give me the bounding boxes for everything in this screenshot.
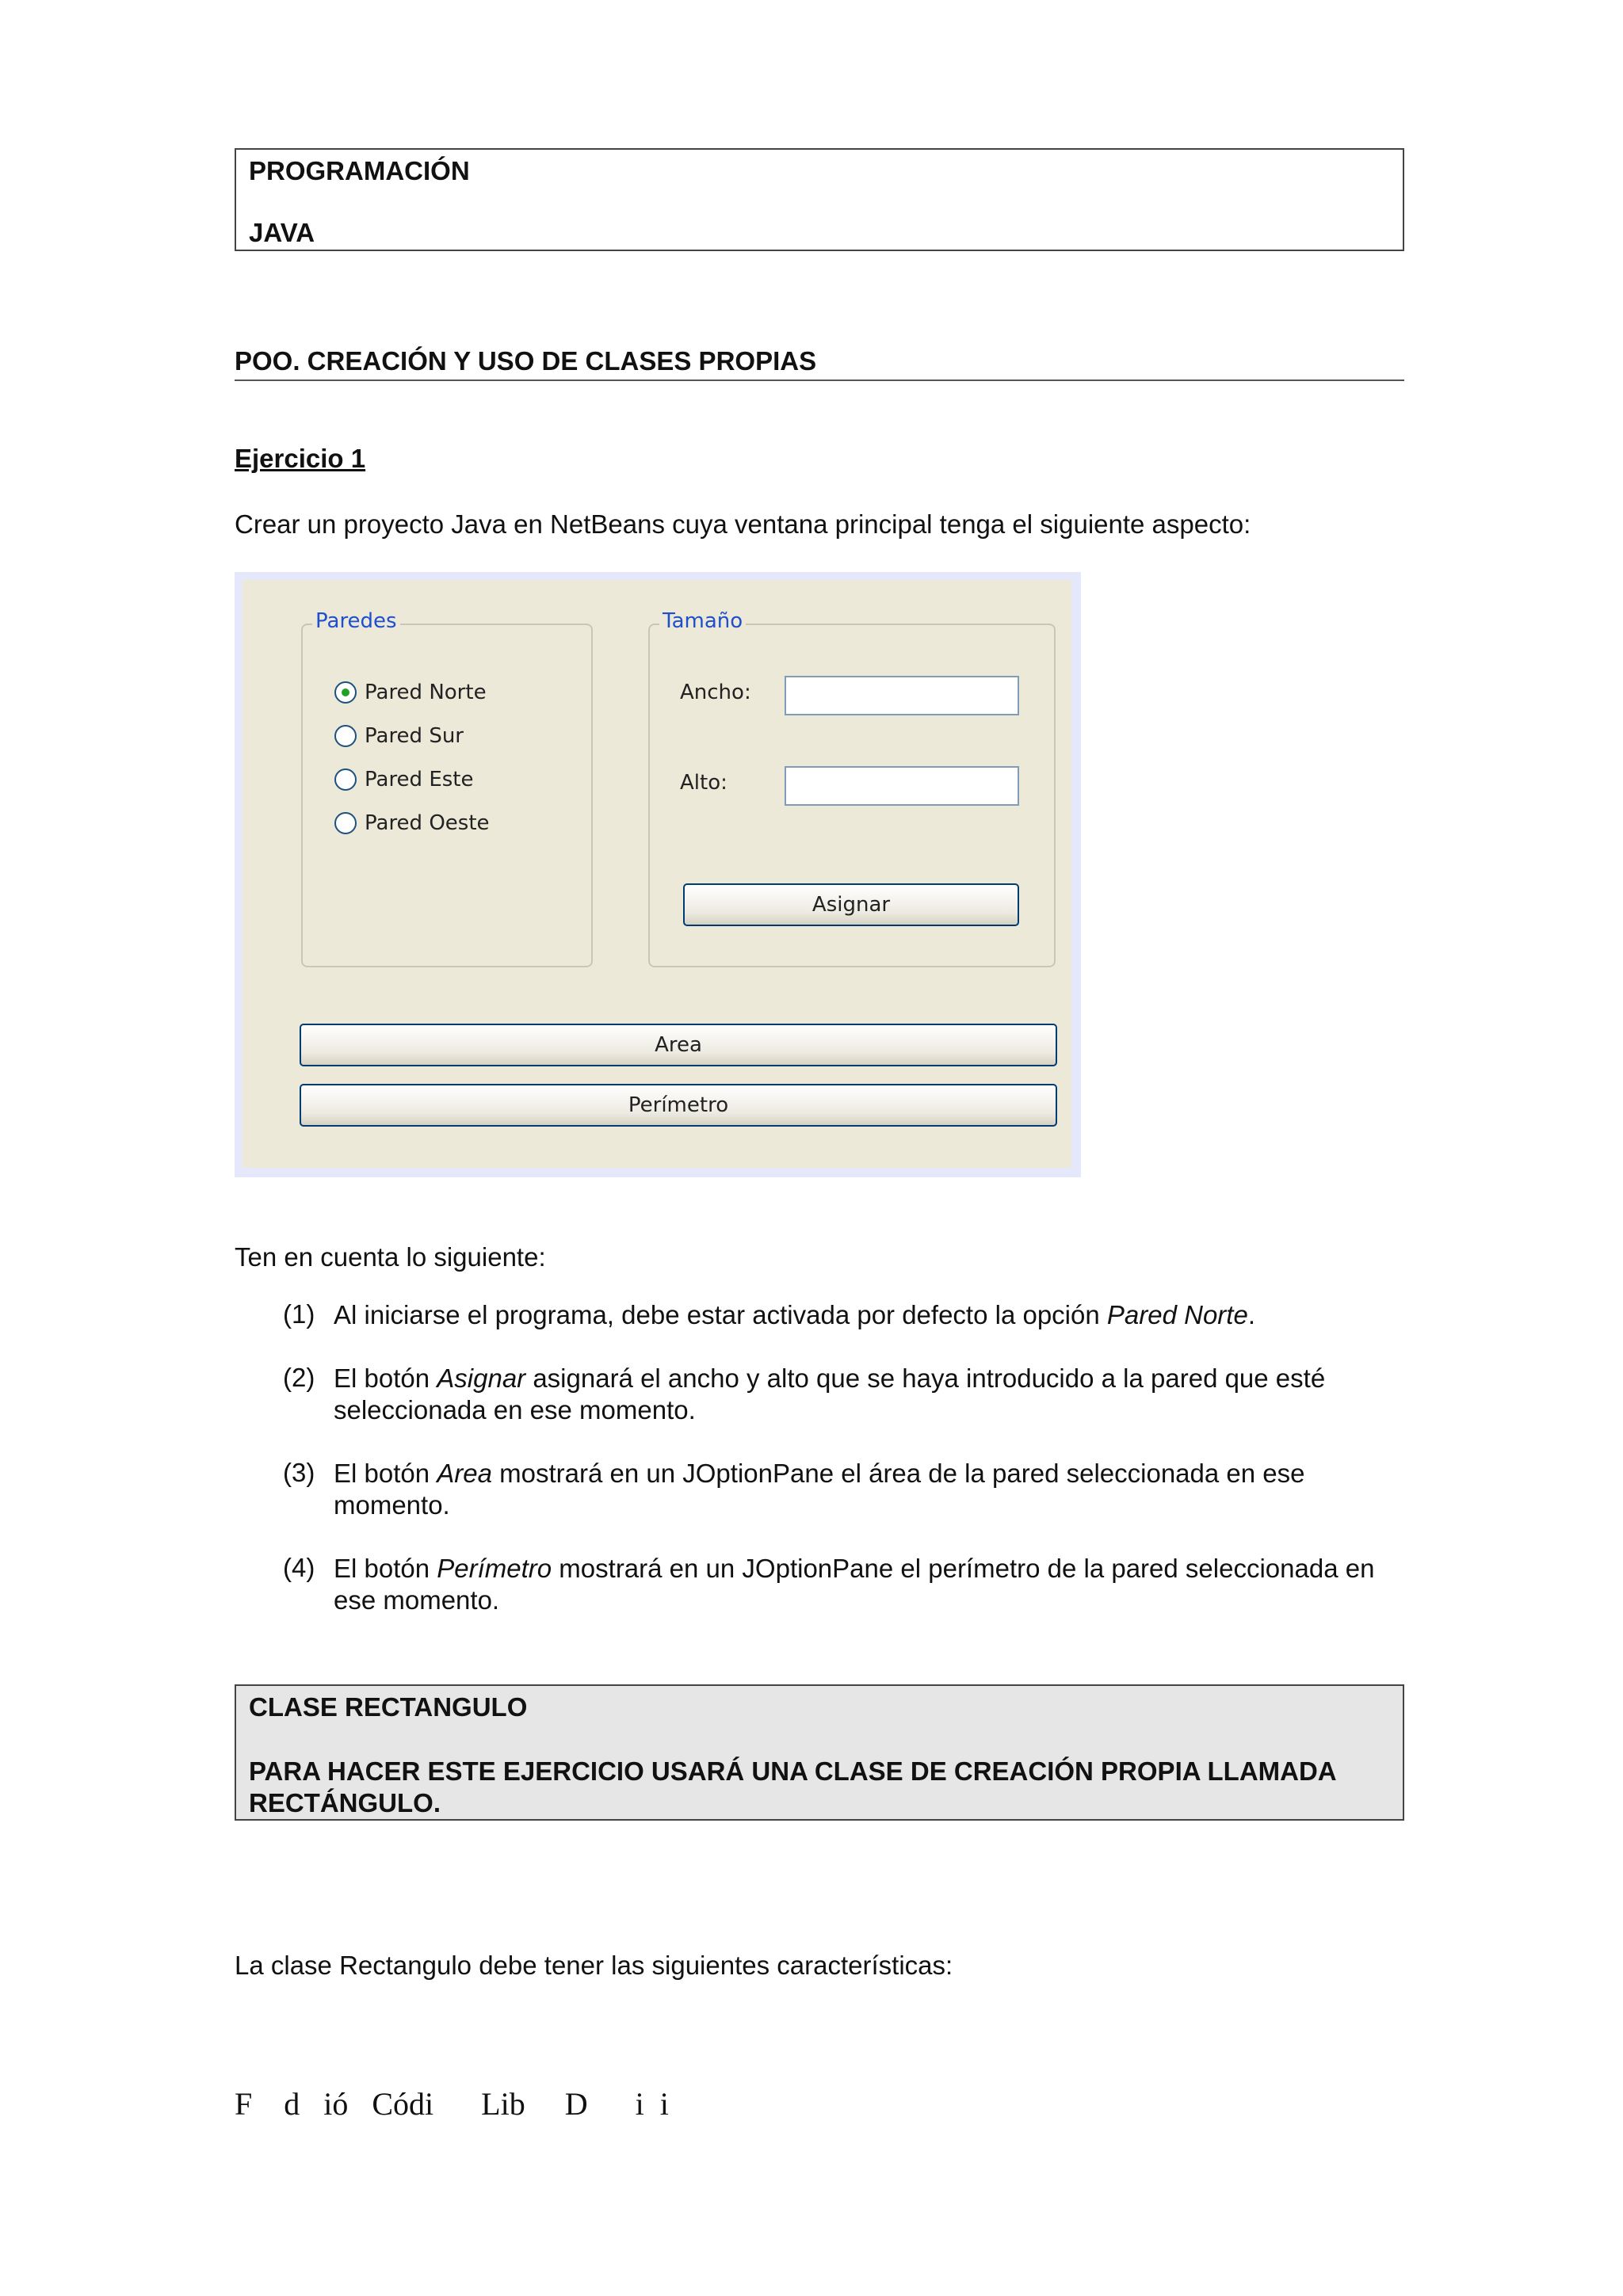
clase-box bbox=[235, 1684, 1404, 1821]
asignar-button[interactable]: Asignar bbox=[683, 883, 1019, 926]
list-number: (4) bbox=[283, 1553, 315, 1582]
clase-description: PARA HACER ESTE EJERCICIO USARÁ UNA CLASE DE CREACIÓN PROPIA LLAMADA RECTÁNGULO. bbox=[249, 1756, 1336, 1817]
window-screenshot bbox=[235, 572, 1081, 1177]
radio-unchecked-icon bbox=[334, 769, 357, 791]
radio-pared-sur[interactable] bbox=[334, 724, 464, 748]
tamano-group bbox=[648, 609, 1056, 967]
tamano-legend: Tamaño bbox=[659, 609, 746, 633]
radio-checked-icon bbox=[334, 681, 357, 704]
radio-unchecked-icon bbox=[334, 725, 357, 747]
radio-label: Pared Norte bbox=[365, 681, 487, 704]
notes-intro: Ten en cuenta lo siguiente: bbox=[235, 1242, 546, 1272]
paredes-legend: Paredes bbox=[312, 609, 400, 633]
radio-label: Pared Oeste bbox=[365, 811, 490, 835]
footer-text: F d ió Códi Lib D i i bbox=[235, 2086, 669, 2122]
radio-pared-este[interactable] bbox=[334, 768, 474, 791]
list-text: El botón Perímetro mostrará en un JOptionPane el perímetro de la pared seleccionada en ese momento. bbox=[334, 1554, 1375, 1615]
alto-input[interactable] bbox=[785, 766, 1019, 806]
paredes-group bbox=[301, 609, 593, 967]
app-window bbox=[242, 580, 1071, 1168]
list-text: El botón Asignar asignará el ancho y alto que se haya introducido a la pared que esté seleccionada en ese momento. bbox=[334, 1363, 1326, 1425]
radio-pared-norte[interactable] bbox=[334, 681, 487, 704]
radio-label: Pared Este bbox=[365, 768, 474, 791]
alto-label: Alto: bbox=[680, 771, 727, 795]
header-line2: JAVA bbox=[249, 218, 315, 247]
area-button[interactable]: Area bbox=[300, 1024, 1057, 1066]
clase-intro: La clase Rectangulo debe tener las siguientes características: bbox=[235, 1951, 953, 1980]
intro-paragraph: Crear un proyecto Java en NetBeans cuya ventana principal tenga el siguiente aspecto: bbox=[235, 509, 1251, 539]
list-text: El botón Area mostrará en un JOptionPane el área de la pared seleccionada en ese momento. bbox=[334, 1459, 1305, 1520]
list-number: (2) bbox=[283, 1363, 315, 1392]
list-text: Al iniciarse el programa, debe estar activada por defecto la opción Pared Norte. bbox=[334, 1300, 1255, 1329]
radio-label: Pared Sur bbox=[365, 724, 464, 748]
exercise-title: Ejercicio 1 bbox=[235, 444, 366, 473]
radio-unchecked-icon bbox=[334, 812, 357, 834]
ancho-input[interactable] bbox=[785, 676, 1019, 715]
clase-title: CLASE RECTANGULO bbox=[249, 1692, 528, 1722]
list-number: (1) bbox=[283, 1299, 315, 1329]
perimetro-button[interactable]: Perímetro bbox=[300, 1084, 1057, 1127]
ancho-label: Ancho: bbox=[680, 681, 751, 704]
list-number: (3) bbox=[283, 1458, 315, 1487]
header-box bbox=[235, 148, 1404, 251]
header-line1: PROGRAMACIÓN bbox=[249, 156, 470, 185]
radio-pared-oeste[interactable] bbox=[334, 811, 490, 835]
section-title: POO. CREACIÓN Y USO DE CLASES PROPIAS bbox=[235, 346, 1404, 381]
